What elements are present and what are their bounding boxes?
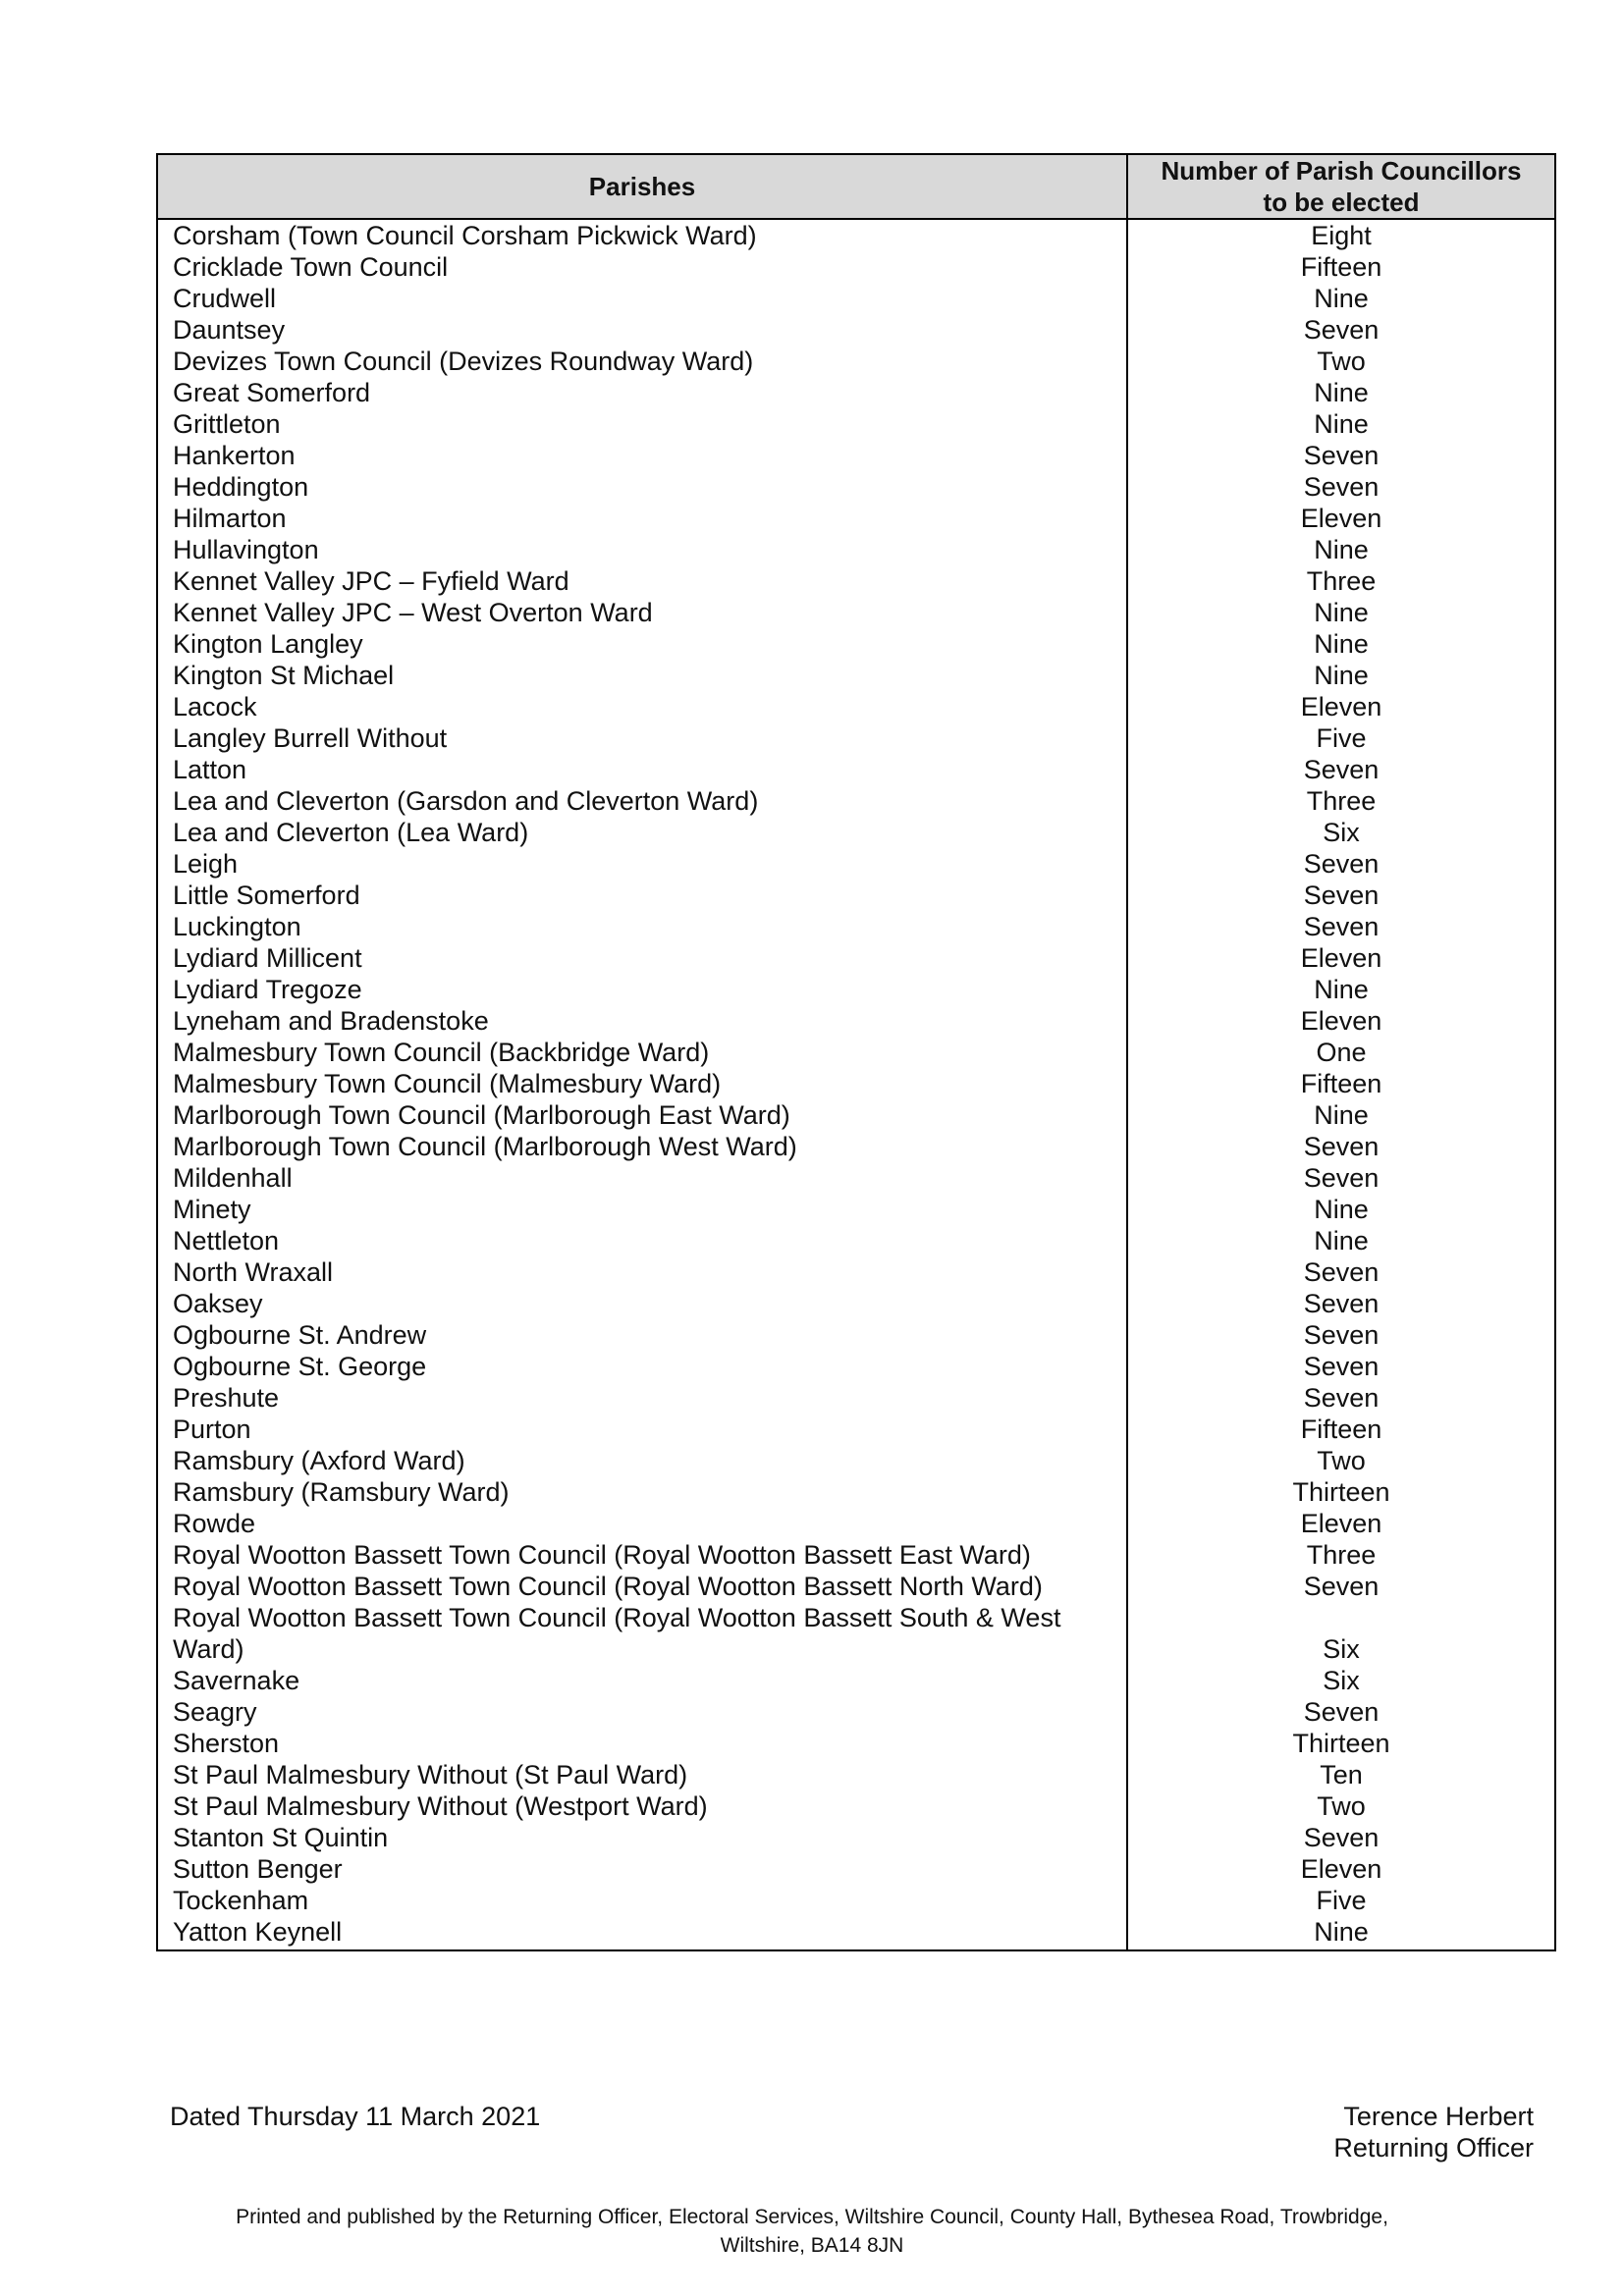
councillor-count-cell: Nine	[1314, 284, 1369, 313]
parish-name-cell: Royal Wootton Bassett Town Council (Royal Wootton Bassett East Ward)	[157, 1539, 1127, 1571]
councillor-count-cell: Two	[1317, 1446, 1366, 1475]
parish-name-cell: Minety	[157, 1194, 1127, 1225]
parish-name-cell: Ramsbury (Axford Ward)	[157, 1445, 1127, 1476]
table-row	[157, 346, 1555, 377]
table-row	[157, 251, 1555, 283]
imprint-line-2: Wiltshire, BA14 8JN	[720, 2234, 904, 2257]
table-row	[157, 1131, 1555, 1162]
table-row	[157, 1539, 1555, 1571]
parish-name-cell: Lacock	[157, 691, 1127, 722]
councillor-count-cell: Three	[1306, 786, 1377, 816]
table-row	[157, 1194, 1555, 1225]
councillor-count-cell: Two	[1317, 1791, 1366, 1821]
councillor-count-cell: Nine	[1314, 598, 1369, 627]
councillor-count-cell: Thirteen	[1292, 1477, 1390, 1507]
councillors-header-line1: Number of Parish Councillors	[1161, 156, 1522, 186]
councillor-count-cell: Nine	[1314, 378, 1369, 407]
parish-name-cell: Cricklade Town Council	[157, 251, 1127, 283]
table-row	[157, 848, 1555, 880]
table-row	[157, 283, 1555, 314]
table-row	[157, 503, 1555, 534]
parish-name-cell: Lydiard Tregoze	[157, 974, 1127, 1005]
parish-name-cell: Kington Langley	[157, 628, 1127, 660]
table-row	[157, 219, 1555, 251]
councillor-count-cell: Seven	[1303, 441, 1380, 470]
parish-name-cell: North Wraxall	[157, 1256, 1127, 1288]
imprint-footer	[0, 2203, 1624, 2260]
table-row	[157, 1099, 1555, 1131]
table-row	[157, 660, 1555, 691]
dated-line: Dated Thursday 11 March 2021	[170, 2102, 541, 2131]
parish-table-body	[157, 219, 1555, 1950]
parish-name-cell: St Paul Malmesbury Without (Westport Ward)	[157, 1790, 1127, 1822]
parish-name-cell: Lea and Cleverton (Garsdon and Cleverton Ward)	[157, 785, 1127, 817]
parish-name-cell: Yatton Keynell	[157, 1916, 1127, 1950]
councillor-count-cell: Seven	[1303, 849, 1380, 879]
table-row	[157, 628, 1555, 660]
councillor-count-cell: Thirteen	[1292, 1729, 1390, 1758]
table-row	[157, 1225, 1555, 1256]
councillor-count-cell: Seven	[1303, 1572, 1380, 1601]
parish-name-cell: Tockenham	[157, 1885, 1127, 1916]
table-row	[157, 565, 1555, 597]
parish-name-cell: Corsham (Town Council Corsham Pickwick Ward)	[157, 219, 1127, 251]
parish-name-cell: Crudwell	[157, 283, 1127, 314]
parish-name-cell: Lyneham and Bradenstoke	[157, 1005, 1127, 1037]
councillor-count-cell: Six	[1323, 818, 1360, 847]
table-row	[157, 377, 1555, 408]
councillor-count-cell: Eleven	[1300, 504, 1382, 533]
parish-name-cell: Oaksey	[157, 1288, 1127, 1319]
table-header-row	[157, 154, 1555, 219]
councillor-count-cell: Fifteen	[1300, 1415, 1382, 1444]
table-row	[157, 440, 1555, 471]
councillor-count-cell: Three	[1306, 566, 1377, 596]
table-row	[157, 1068, 1555, 1099]
table-row	[157, 1319, 1555, 1351]
councillor-count-cell: Nine	[1314, 1195, 1369, 1224]
table-row	[157, 534, 1555, 565]
parish-name-cell: Sherston	[157, 1728, 1127, 1759]
councillor-count-cell: Six	[1323, 1634, 1360, 1664]
parish-name-cell: Seagry	[157, 1696, 1127, 1728]
parish-name-cell: Mildenhall	[157, 1162, 1127, 1194]
councillors-column-header	[1127, 154, 1555, 219]
table-row	[157, 1508, 1555, 1539]
parish-name-cell: Little Somerford	[157, 880, 1127, 911]
table-row	[157, 1790, 1555, 1822]
table-row	[157, 314, 1555, 346]
parish-name-cell: Sutton Benger	[157, 1853, 1127, 1885]
parish-name-cell: Stanton St Quintin	[157, 1822, 1127, 1853]
councillor-count-cell: Nine	[1314, 661, 1369, 690]
councillor-count-cell: One	[1316, 1038, 1367, 1067]
parish-name-cell: Devizes Town Council (Devizes Roundway Ward)	[157, 346, 1127, 377]
table-row	[157, 1853, 1555, 1885]
parish-name-cell: Savernake	[157, 1665, 1127, 1696]
parish-name-cell: Hankerton	[157, 440, 1127, 471]
table-row	[157, 1288, 1555, 1319]
table-row	[157, 1759, 1555, 1790]
parish-name-cell: Grittleton	[157, 408, 1127, 440]
table-row	[157, 1256, 1555, 1288]
councillor-count-cell: Nine	[1314, 535, 1369, 564]
councillor-count-cell: Seven	[1303, 1320, 1380, 1350]
table-row	[157, 1476, 1555, 1508]
councillor-count-cell: Seven	[1303, 755, 1380, 784]
parish-name-cell: Marlborough Town Council (Marlborough West Ward)	[157, 1131, 1127, 1162]
councillor-count-cell: Fifteen	[1300, 252, 1382, 282]
table-row	[157, 408, 1555, 440]
parish-name-cell: Luckington	[157, 911, 1127, 942]
parish-name-cell: Great Somerford	[157, 377, 1127, 408]
councillor-count-cell: Seven	[1303, 1132, 1380, 1161]
table-row	[157, 1885, 1555, 1916]
councillor-count-cell: Nine	[1314, 1226, 1369, 1255]
table-row	[157, 1414, 1555, 1445]
signature-block	[1333, 2101, 1534, 2163]
councillor-count-cell: Eleven	[1300, 1006, 1382, 1036]
parish-name-cell: Leigh	[157, 848, 1127, 880]
parish-name-cell: Kington St Michael	[157, 660, 1127, 691]
table-row	[157, 1351, 1555, 1382]
table-row	[157, 817, 1555, 848]
parish-name-cell: Lea and Cleverton (Lea Ward)	[157, 817, 1127, 848]
councillor-count-cell: Nine	[1314, 1100, 1369, 1130]
councillor-count-cell: Five	[1316, 1886, 1367, 1915]
councillor-count-cell: Six	[1323, 1666, 1360, 1695]
councillor-count-cell: Three	[1306, 1540, 1377, 1570]
parish-name-cell: Dauntsey	[157, 314, 1127, 346]
table-row	[157, 1602, 1555, 1665]
table-row	[157, 880, 1555, 911]
table-row	[157, 722, 1555, 754]
parish-name-cell: Kennet Valley JPC – West Overton Ward	[157, 597, 1127, 628]
table-row	[157, 911, 1555, 942]
table-row	[157, 1696, 1555, 1728]
councillor-count-cell: Nine	[1314, 629, 1369, 659]
parish-name-cell: Latton	[157, 754, 1127, 785]
parish-table-container	[156, 153, 1554, 1951]
councillor-count-cell: Seven	[1303, 315, 1380, 345]
parish-name-cell: Hilmarton	[157, 503, 1127, 534]
signatory-name: Terence Herbert	[1343, 2102, 1534, 2131]
councillor-count-cell: Eleven	[1300, 692, 1382, 721]
councillor-count-cell: Seven	[1303, 1289, 1380, 1318]
councillor-count-cell: Eleven	[1300, 1854, 1382, 1884]
councillor-count-cell: Nine	[1314, 1917, 1369, 1947]
councillor-count-cell: Seven	[1303, 912, 1380, 941]
councillor-count-cell: Seven	[1303, 881, 1380, 910]
parish-name-cell: Royal Wootton Bassett Town Council (Royal Wootton Bassett South & West Ward)	[157, 1602, 1127, 1665]
parish-name-cell: Nettleton	[157, 1225, 1127, 1256]
table-row	[157, 597, 1555, 628]
councillor-count-cell: Seven	[1303, 1823, 1380, 1852]
parish-name-cell: Heddington	[157, 471, 1127, 503]
councillor-count-cell: Nine	[1314, 975, 1369, 1004]
councillor-count-cell: Eleven	[1300, 943, 1382, 973]
table-row	[157, 974, 1555, 1005]
parish-name-cell: Malmesbury Town Council (Malmesbury Ward)	[157, 1068, 1127, 1099]
parish-councillors-table	[156, 153, 1556, 1951]
table-row	[157, 1037, 1555, 1068]
councillor-count-cell: Two	[1317, 347, 1366, 376]
councillor-count-cell: Eight	[1311, 221, 1372, 250]
table-row	[157, 1728, 1555, 1759]
parish-name-cell: Rowde	[157, 1508, 1127, 1539]
parishes-column-header: Parishes	[157, 154, 1127, 219]
councillor-count-cell: Eleven	[1300, 1509, 1382, 1538]
parish-name-cell: Ogbourne St. George	[157, 1351, 1127, 1382]
table-row	[157, 1916, 1555, 1950]
councillor-count-cell: Seven	[1303, 1163, 1380, 1193]
table-row	[157, 1162, 1555, 1194]
table-row	[157, 1005, 1555, 1037]
imprint-line-1: Printed and published by the Returning Officer, Electoral Services, Wiltshire Council, County Hall, Bythesea Road, Trowbridge,	[236, 2206, 1388, 2228]
parish-name-cell: Langley Burrell Without	[157, 722, 1127, 754]
parish-name-cell: St Paul Malmesbury Without (St Paul Ward)	[157, 1759, 1127, 1790]
parish-name-cell: Preshute	[157, 1382, 1127, 1414]
table-row	[157, 1445, 1555, 1476]
councillor-count-cell: Ten	[1320, 1760, 1363, 1789]
parish-name-cell: Kennet Valley JPC – Fyfield Ward	[157, 565, 1127, 597]
councillor-count-cell: Five	[1316, 723, 1367, 753]
table-row	[157, 691, 1555, 722]
table-row	[157, 1571, 1555, 1602]
table-row	[157, 754, 1555, 785]
parish-name-cell: Marlborough Town Council (Marlborough East Ward)	[157, 1099, 1127, 1131]
parish-name-cell: Malmesbury Town Council (Backbridge Ward)	[157, 1037, 1127, 1068]
parish-name-cell: Purton	[157, 1414, 1127, 1445]
parish-name-cell: Lydiard Millicent	[157, 942, 1127, 974]
table-row	[157, 1382, 1555, 1414]
signatory-role: Returning Officer	[1333, 2133, 1534, 2163]
parish-name-cell: Royal Wootton Bassett Town Council (Royal Wootton Bassett North Ward)	[157, 1571, 1127, 1602]
table-row	[157, 942, 1555, 974]
councillor-count-cell: Nine	[1314, 409, 1369, 439]
table-row	[157, 1822, 1555, 1853]
parish-name-cell: Ramsbury (Ramsbury Ward)	[157, 1476, 1127, 1508]
table-row	[157, 785, 1555, 817]
councillor-count-cell: Seven	[1303, 1257, 1380, 1287]
councillor-count-cell: Seven	[1303, 1383, 1380, 1413]
councillors-header-line2: to be elected	[1263, 187, 1420, 217]
table-row	[157, 1665, 1555, 1696]
councillor-count-cell: Fifteen	[1300, 1069, 1382, 1098]
councillor-count-cell: Seven	[1303, 472, 1380, 502]
councillor-count-cell: Seven	[1303, 1697, 1380, 1727]
parish-name-cell: Ogbourne St. Andrew	[157, 1319, 1127, 1351]
table-row	[157, 471, 1555, 503]
councillor-count-cell: Seven	[1303, 1352, 1380, 1381]
parish-name-cell: Hullavington	[157, 534, 1127, 565]
